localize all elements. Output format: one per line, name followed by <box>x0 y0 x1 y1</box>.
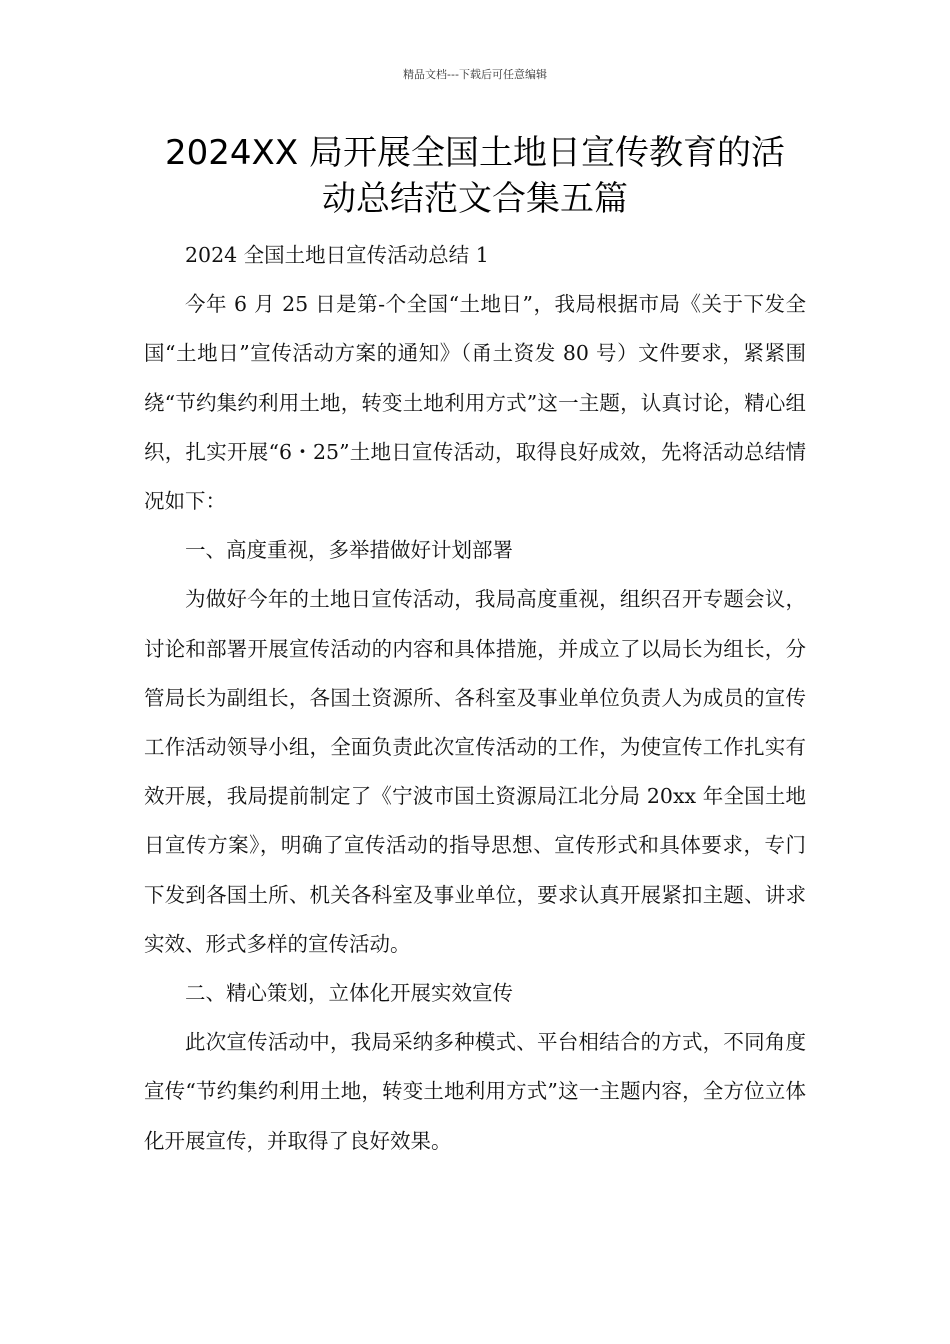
paragraph-section-1: 为做好今年的土地日宣传活动，我局高度重视，组织召开专题会议，讨论和部署开展宣传活动的内容和具体措施，并成立了以局长为组长，分管局长为副组长，各国土资源所、各科室及事业单位负责人为成员的宣传工作活动领导小组，全面负责此次宣传活动的工作，为使宣传工作扎实有效开展，我局提前制定了《宁波市国土资源局江北分局 20xx 年全国土地日宣传方案》，明确了宣传活动的指导思想、宣传形式和具体要求，专门下发到各国土所、机关各科室及事业单位，要求认真开展紧扣主题、讲求实效、形式多样的宣传活动。 <box>144 587 806 956</box>
header-note: 精品文档---下载后可任意编辑 <box>403 68 547 81</box>
paragraph-section-2: 此次宣传活动中，我局采纳多种模式、平台相结合的方式，不同角度宣传“节约集约利用土地，转变土地利用方式”这一主题内容，全方位立体化开展宣传，并取得了良好效果。 <box>144 1030 806 1153</box>
document-title <box>140 130 810 222</box>
section-heading-2: 二、精心策划，立体化开展实效宣传 <box>185 981 513 1006</box>
section-subtitle: 2024 全国土地日宣传活动总结 1 <box>185 243 489 267</box>
title-line-1: 2024XX 局开展全国土地日宣传教育的活 <box>165 133 785 173</box>
section-heading-1: 一、高度重视，多举措做好计划部署 <box>185 538 513 563</box>
document-body <box>144 231 806 1166</box>
title-line-2: 动总结范文合集五篇 <box>322 179 628 219</box>
paragraph-intro: 今年 6 月 25 日是第-个全国“土地日”，我局根据市局《关于下发全国“土地日”宣传活动方案的通知》（甬土资发 80 号）文件要求，紧紧围绕“节约集约利用土地，转变土地利用方式”这一主题，认真讨论，精心组织，扎实开展“6・25”土地日宣传活动，取得良好成效，先将活动总结情况如下： <box>144 292 806 514</box>
